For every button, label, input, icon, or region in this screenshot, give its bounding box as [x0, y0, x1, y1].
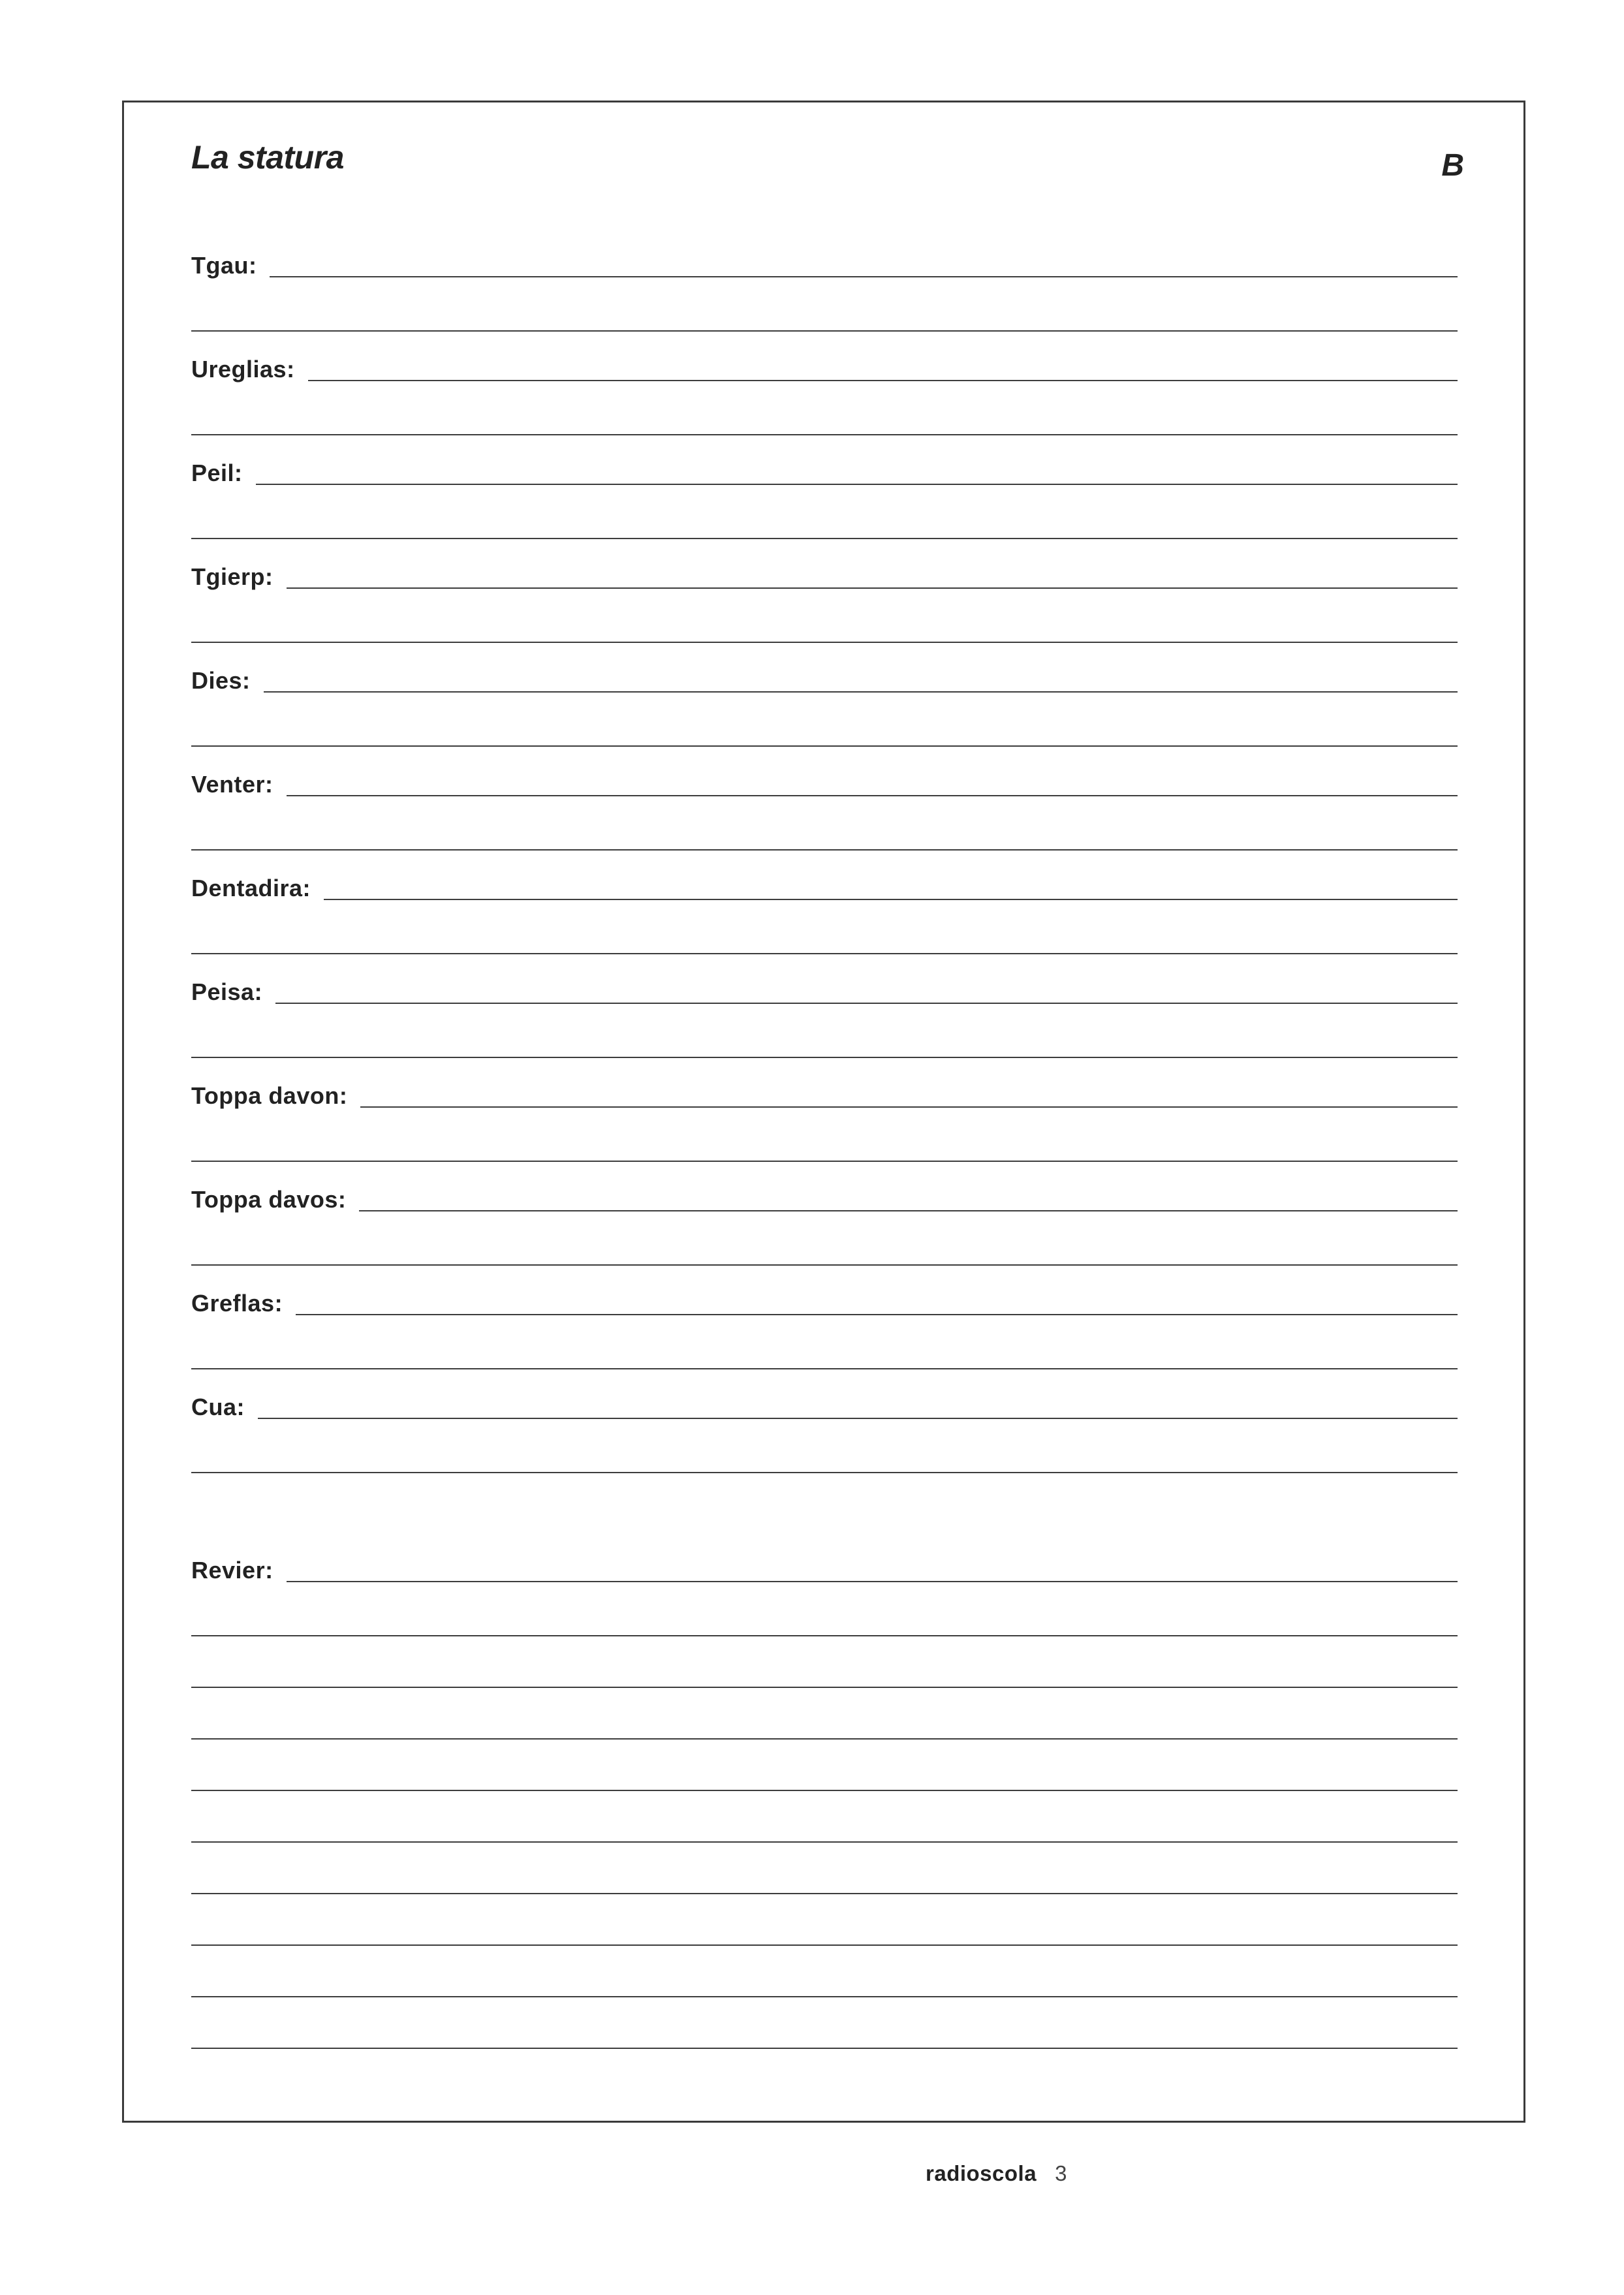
field-answer-line[interactable]: [270, 276, 1458, 277]
field-label: Toppa davos:: [191, 1186, 347, 1213]
field-label: Peisa:: [191, 978, 263, 1005]
field-item: [191, 1383, 1458, 1487]
field-continuation-line[interactable]: [191, 538, 1458, 539]
field-item: [191, 242, 1458, 345]
field-item: [191, 345, 1458, 449]
field-continuation-line[interactable]: [191, 434, 1458, 435]
sheet-letter: B: [1441, 148, 1464, 183]
notes-section: [191, 1546, 1458, 2049]
field-continuation-line[interactable]: [191, 849, 1458, 851]
field-continuation-line[interactable]: [191, 1264, 1458, 1266]
field-answer-line[interactable]: [287, 795, 1458, 796]
field-continuation-line[interactable]: [191, 1161, 1458, 1162]
field-answer-line[interactable]: [324, 899, 1458, 900]
field-item: [191, 864, 1458, 968]
page-footer: [926, 2162, 1067, 2184]
field-answer-line[interactable]: [256, 484, 1458, 485]
notes-line[interactable]: [191, 1687, 1458, 1688]
notes-line[interactable]: [191, 1893, 1458, 1894]
field-label: Dentadira:: [191, 875, 311, 901]
notes-line[interactable]: [191, 1944, 1458, 1946]
field-label: Ureglias:: [191, 356, 295, 382]
field-label: Dies:: [191, 667, 251, 694]
field-label: Venter:: [191, 771, 273, 798]
field-answer-line[interactable]: [308, 380, 1458, 381]
field-answer-line[interactable]: [360, 1106, 1458, 1108]
field-item: [191, 760, 1458, 864]
notes-line[interactable]: [191, 1738, 1458, 1740]
page-title: La statura: [191, 139, 344, 176]
notes-line[interactable]: [191, 1790, 1458, 1791]
field-label: Toppa davon:: [191, 1082, 348, 1109]
notes-answer-line[interactable]: [287, 1581, 1458, 1582]
field-answer-line[interactable]: [275, 1003, 1458, 1004]
notes-line[interactable]: [191, 1635, 1458, 1636]
field-continuation-line[interactable]: [191, 953, 1458, 954]
field-answer-line[interactable]: [359, 1210, 1458, 1211]
notes-line[interactable]: [191, 1996, 1458, 1997]
page-number: 3: [1055, 2161, 1067, 2185]
field-continuation-line[interactable]: [191, 745, 1458, 747]
field-list: [191, 242, 1458, 1487]
field-continuation-line[interactable]: [191, 1472, 1458, 1473]
field-item: [191, 968, 1458, 1072]
field-label: Tgau:: [191, 252, 257, 279]
field-continuation-line[interactable]: [191, 642, 1458, 643]
field-continuation-line[interactable]: [191, 1368, 1458, 1369]
notes-line[interactable]: [191, 2048, 1458, 2049]
footer-brand: radioscola: [926, 2161, 1037, 2185]
field-answer-line[interactable]: [264, 691, 1458, 693]
field-answer-line[interactable]: [258, 1418, 1458, 1419]
field-continuation-line[interactable]: [191, 330, 1458, 332]
field-item: [191, 657, 1458, 760]
field-item: [191, 1176, 1458, 1279]
field-item: [191, 1279, 1458, 1383]
field-item: [191, 1072, 1458, 1176]
field-item: [191, 449, 1458, 553]
field-label: Greflas:: [191, 1290, 283, 1317]
field-answer-line[interactable]: [287, 587, 1458, 589]
field-answer-line[interactable]: [296, 1314, 1458, 1315]
notes-label: Revier:: [191, 1557, 273, 1584]
notes-lines: [191, 1635, 1458, 2049]
field-item: [191, 553, 1458, 657]
field-continuation-line[interactable]: [191, 1057, 1458, 1058]
field-label: Tgierp:: [191, 563, 273, 590]
field-label: Cua:: [191, 1394, 245, 1420]
field-label: Peil:: [191, 460, 243, 486]
notes-line[interactable]: [191, 1841, 1458, 1843]
